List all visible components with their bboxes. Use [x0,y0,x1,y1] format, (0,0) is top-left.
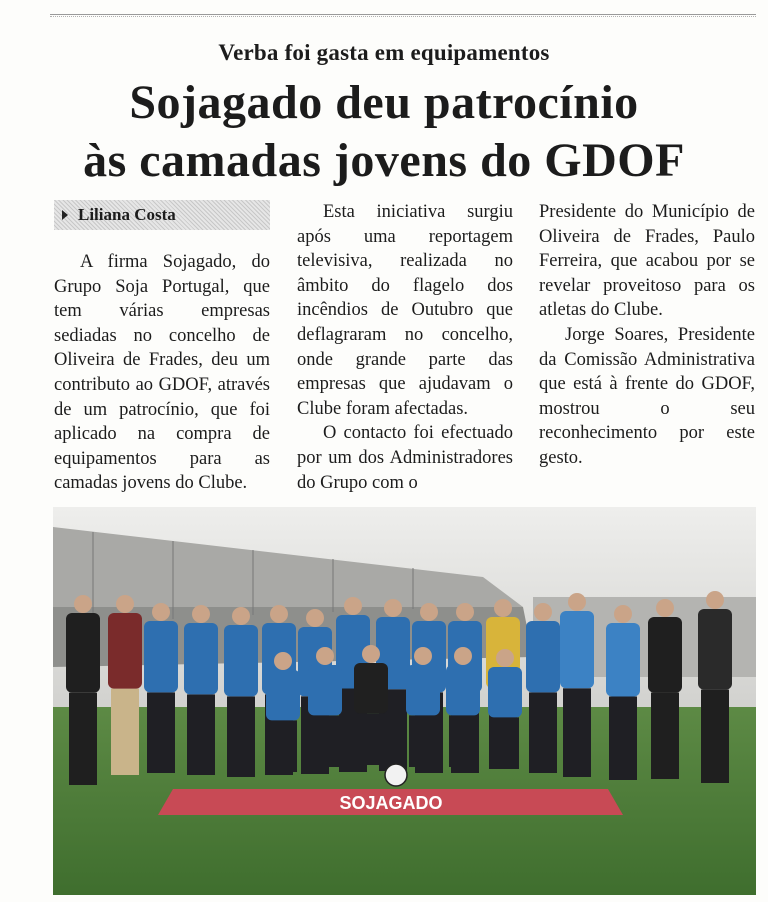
back-row-person [184,605,218,775]
paragraph: Presidente do Município de Oliveira de Frades, Paulo Ferreira, que acabou por se revelar proveitoso para os atletas do Clube. [539,202,755,321]
back-row-person [698,591,732,783]
column-3 [539,200,755,471]
team-photo-illustration [53,507,756,895]
football [385,764,407,786]
triangle-right-icon [62,210,68,220]
team-photo [53,507,756,895]
headline-line-1: Sojagado deu patrocínio [129,76,639,129]
back-row-person [526,603,560,773]
back-row-person [648,599,682,779]
column-1 [54,200,270,496]
kicker: Verba foi gasta em equipamentos [218,40,550,65]
back-row-person [224,607,258,777]
byline-box [54,200,270,230]
back-row-person [144,603,178,773]
column-2 [297,200,513,495]
back-row-person [108,595,142,775]
byline-author: Liliana Costa [78,204,176,224]
headline-line-2: às camadas jovens do GDOF [83,134,685,187]
back-row-person [66,595,100,785]
top-rule [50,14,756,17]
paragraph: A firma Sojagado, do Grupo Soja Portugal, que tem várias empresas sediadas no concelho de Oliveira de Frades, deu um contributo ao GDOF, através de um patrocínio, que foi aplicado na compra de equipamentos para as camadas jovens do Clube. [54,252,270,494]
paragraph: Esta iniciativa surgiu após uma reportagem televisiva, realizada no âmbito do flagelo dos incêndios de Outubro que deflagraram no concelho, onde grande parte das empresas que ajudavam o Clube foram afectadas. [297,202,513,419]
paragraph: Jorge Soares, Presidente da Comissão Administrativa que está à frente do GDOF, mostrou o seu reconhecimento por este gesto. [539,324,755,468]
back-row-person [606,605,640,780]
banner-text: SOJAGADO [339,793,443,813]
back-row-person [560,593,594,777]
paragraph: O contacto foi efectuado por um dos Administradores do Grupo com o [297,423,513,493]
